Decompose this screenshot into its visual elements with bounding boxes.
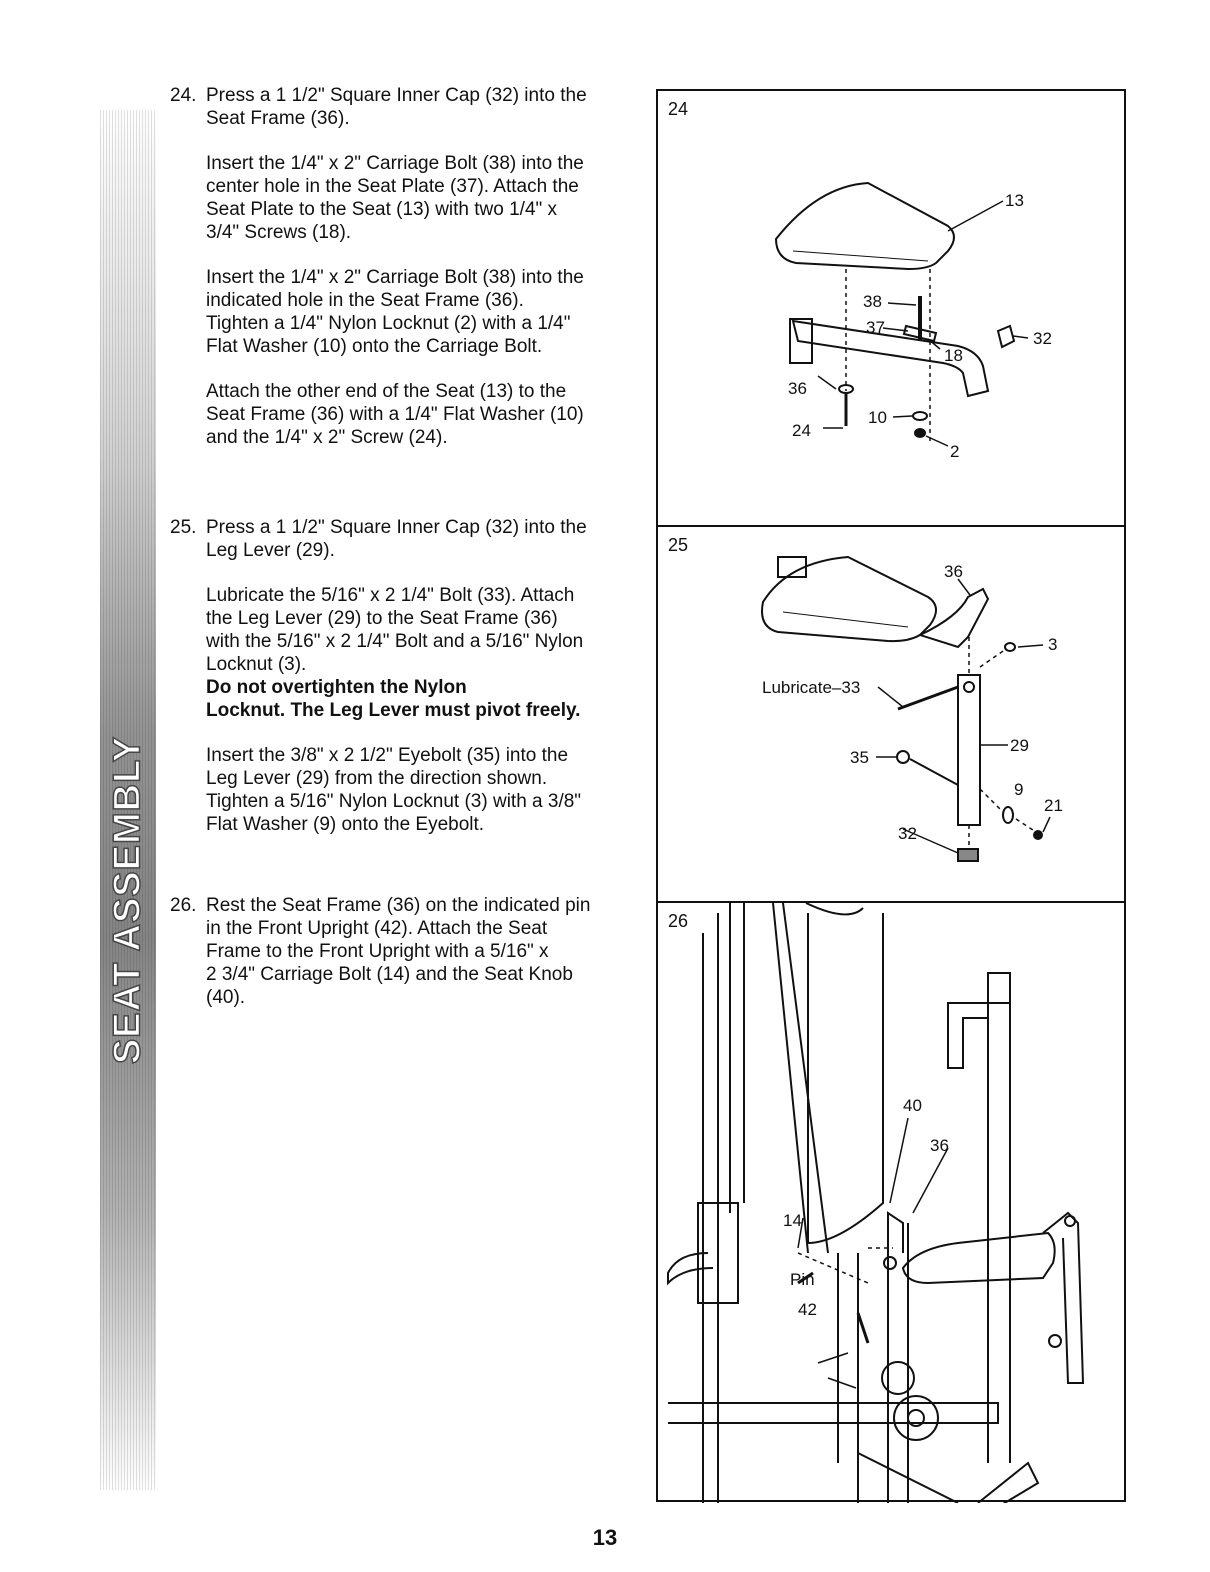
label-29: 29: [1010, 736, 1029, 755]
top-cap: [988, 973, 1010, 1003]
rear-upright: [703, 913, 718, 1503]
hose: [668, 1253, 713, 1283]
inner-cap: [958, 849, 978, 861]
figure-24-drawing: [658, 91, 1124, 527]
section-title: SEAT ASSEMBLY: [106, 735, 149, 1065]
step-26: [170, 894, 630, 1031]
label-10: 10: [868, 408, 887, 427]
label-2: 2: [950, 442, 960, 461]
seat-cushion: [762, 557, 936, 641]
figure-box: [656, 89, 1126, 1502]
step-paragraph: Attach the other end of the Seat (13) to the Seat Frame (36) with a 1/4" Flat Washer (10) and the 1/4" x 2" Screw (24).: [206, 381, 584, 448]
section-side-tab: [100, 110, 156, 1490]
label-36: 36: [788, 379, 807, 398]
label-36: 36: [944, 562, 963, 581]
label-24: 24: [792, 421, 811, 440]
frame-post: [988, 1003, 1010, 1463]
label-36: 36: [930, 1136, 949, 1155]
page-number: 13: [592, 1525, 618, 1550]
step-24: [170, 84, 630, 471]
figure-26-drawing: [658, 903, 1124, 1503]
label-21: 21: [1044, 796, 1063, 815]
label-40: 40: [903, 1096, 922, 1115]
label-38: 38: [863, 292, 882, 311]
label-9: 9: [1014, 780, 1024, 799]
figure-26: [658, 903, 1124, 1503]
figure-24: [658, 91, 1124, 527]
figure-25: [658, 527, 1124, 903]
label-42: 42: [798, 1300, 817, 1319]
label-32: 32: [898, 824, 917, 843]
cable-guide: [730, 903, 744, 1213]
figure-number: 25: [668, 535, 689, 555]
leg-lever: [1043, 1213, 1083, 1383]
step-number: 26.: [170, 895, 197, 916]
step-number: 24.: [170, 85, 197, 106]
label-3: 3: [1048, 635, 1058, 654]
label-14: 14: [783, 1211, 802, 1230]
handle: [948, 1003, 988, 1068]
figure-number: 24: [668, 99, 689, 119]
step-paragraph: Lubricate the 5/16" x 2 1/4" Bolt (33). Attach the Leg Lever (29) to the Seat Frame (36) with the 5/16" x 2 1/4" Bolt and a 5/16" Nylon Locknut (3).: [206, 585, 584, 675]
step-25: [170, 516, 630, 858]
step-paragraph: Rest the Seat Frame (36) on the indicated pin in the Front Upright (42). Attach the Seat Frame to the Front Upright with a 5/16" x 2 3/4" Carriage Bolt (14) and the Seat Knob (40).: [206, 895, 591, 1008]
label-lubricate-33: Lubricate–33: [762, 678, 861, 697]
label-18: 18: [944, 346, 963, 365]
label-35: 35: [850, 748, 869, 767]
step-paragraph: Press a 1 1/2" Square Inner Cap (32) into the Leg Lever (29).: [206, 517, 587, 561]
cable: [773, 903, 828, 1253]
figure-number: 26: [668, 911, 689, 931]
seat-knob: [884, 1257, 896, 1269]
pulley: [882, 1362, 914, 1394]
backrest-pad: [808, 913, 883, 1243]
seat-cushion: [903, 1233, 1055, 1283]
label-32: 32: [1033, 329, 1052, 348]
leg-lever: [958, 675, 980, 825]
foot-plate: [978, 1463, 1038, 1503]
step-paragraph: Insert the 3/8" x 2 1/2" Eyebolt (35) into the Leg Lever (29) from the direction shown. Tighten a 5/16" Nylon Locknut (3) with a 3/8" Flat Washer (9) onto the Eyebolt.: [206, 745, 582, 835]
step-paragraph: Press a 1 1/2" Square Inner Cap (32) into the Seat Frame (36).: [206, 85, 587, 129]
step-number: 25.: [170, 517, 197, 538]
label-13: 13: [1005, 191, 1024, 210]
step-paragraph: Insert the 1/4" x 2" Carriage Bolt (38) into the center hole in the Seat Plate (37). Attach the Seat Plate to the Seat (13) with two 1/4" x 3/4" Screws (18).: [206, 153, 584, 243]
figure-25-drawing: [658, 527, 1124, 903]
label-37: 37: [866, 318, 885, 337]
label-pin: Pin: [790, 1270, 815, 1289]
step-warning: Do not overtighten the Nylon Locknut. The Leg Lever must pivot freely.: [206, 677, 581, 721]
step-paragraph: Insert the 1/4" x 2" Carriage Bolt (38) into the indicated hole in the Seat Frame (36). Tighten a 1/4" Nylon Locknut (2) with a 1/4" Flat Washer (10) onto the Carriage Bolt.: [206, 267, 584, 357]
